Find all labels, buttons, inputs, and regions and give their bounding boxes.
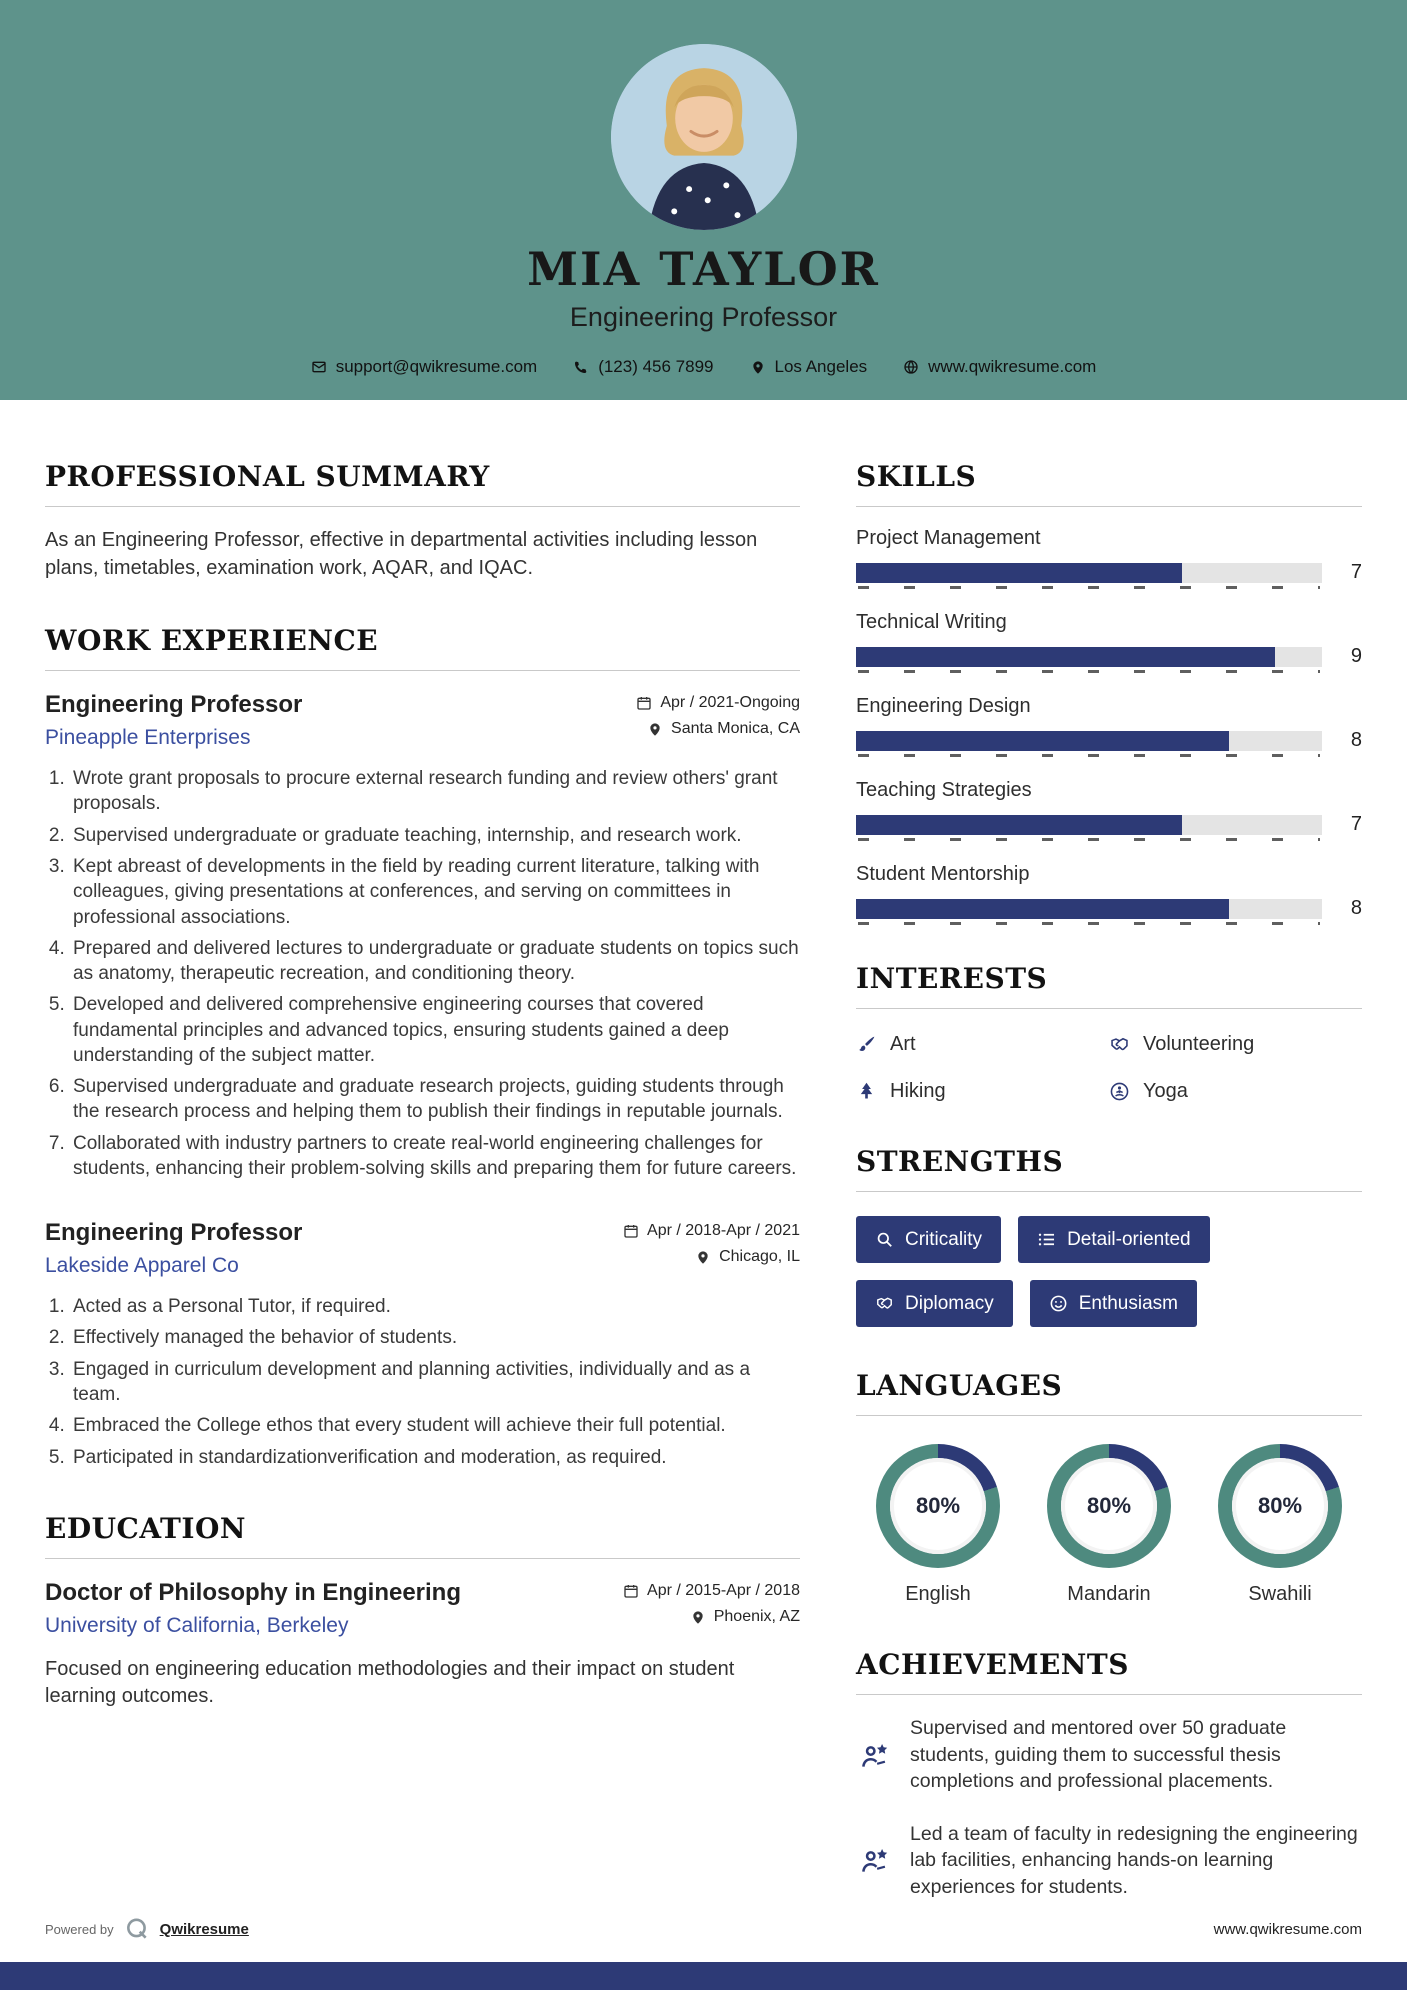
interest-item: [1109, 1033, 1362, 1056]
job-bullet-list: [45, 766, 800, 1181]
skill-score: 7: [1350, 813, 1362, 835]
job-location: Chicago, IL: [719, 1248, 800, 1266]
section-achievements: [856, 1648, 1362, 1900]
phone-icon: [573, 359, 589, 375]
contact-email-text: support@qwikresume.com: [335, 357, 538, 376]
skill-item: [856, 611, 1362, 668]
location-pin-icon: [690, 1609, 706, 1625]
language-item: [1200, 1444, 1360, 1606]
strength-label: Enthusiasm: [1078, 1292, 1178, 1314]
section-strengths: [856, 1145, 1362, 1327]
interest-item: [856, 1033, 1109, 1056]
skill-bar-track: [856, 731, 1322, 751]
powered-by-label: Powered by: [45, 1921, 114, 1937]
strength-label: Detail-oriented: [1067, 1228, 1191, 1250]
section-interests: [856, 962, 1362, 1103]
experience-bullet: 3. Engaged in curriculum development and planning activities, individually and as a team.: [70, 1357, 800, 1408]
interest-label: Volunteering: [1143, 1033, 1255, 1055]
education-description: Focused on engineering education methodologies and their impact on student learning outcomes.: [45, 1657, 735, 1708]
skill-name: Technical Writing: [856, 611, 1007, 633]
language-donut-chart: [1047, 1444, 1171, 1568]
language-donut-chart: [876, 1444, 1000, 1568]
section-education: [45, 1512, 800, 1711]
experience-bullet: 6. Supervised undergraduate and graduate research projects, guiding students through the research process and helping them to publish their findings in reputable journals.: [70, 1074, 800, 1125]
summary-heading: PROFESSIONAL SUMMARY: [45, 460, 800, 507]
contact-location-text: Los Angeles: [774, 357, 868, 376]
skill-bar-fill: [856, 731, 1229, 751]
skill-bar-track: [856, 899, 1322, 919]
skills-heading: SKILLS: [856, 460, 1362, 507]
interest-item: [1109, 1080, 1362, 1103]
profile-photo-placeholder: [611, 44, 797, 230]
experience-bullet: 5. Developed and delivered comprehensive engineering courses that covered fundamental principles and advanced topics, ensuring students gained a deep understanding of the subject matter.: [70, 992, 800, 1068]
skill-bar-fill: [856, 815, 1182, 835]
language-percent: 80%: [1257, 1493, 1303, 1518]
section-professional-summary: [45, 460, 800, 582]
skill-bar-fill: [856, 647, 1275, 667]
skill-bar-ticks: [858, 670, 1320, 673]
footer: [45, 1916, 1362, 1942]
brush-icon: [856, 1034, 877, 1055]
skill-item: [856, 863, 1362, 920]
skill-name: Project Management: [856, 527, 1041, 549]
contact-phone: [573, 357, 713, 377]
location-pin-icon: [695, 1249, 711, 1265]
experience-bullet: 1. Wrote grant proposals to procure external research funding and review others' grant proposals.: [70, 766, 800, 817]
job-entry: [45, 691, 800, 1181]
qwikresume-logo-icon: [124, 1916, 150, 1942]
work-heading: WORK EXPERIENCE: [45, 624, 800, 671]
skill-bar-ticks: [858, 754, 1320, 757]
language-donut-hole: [1061, 1458, 1157, 1554]
envelope-icon: [311, 359, 327, 375]
strength-label: Criticality: [905, 1228, 983, 1250]
education-meta: [623, 1579, 800, 1634]
experience-bullet: 4. Embraced the College ethos that every student will achieve their full potential.: [70, 1413, 800, 1438]
job-bullet-list: [45, 1294, 800, 1470]
job-meta: [636, 691, 800, 746]
calendar-icon: [623, 1583, 639, 1599]
interest-label: Yoga: [1143, 1080, 1188, 1102]
job-dates: Apr / 2021-Ongoing: [660, 694, 800, 712]
search-icon: [875, 1230, 894, 1249]
achievement-item: [856, 1821, 1362, 1901]
education-heading: EDUCATION: [45, 1512, 800, 1559]
contact-website[interactable]: [903, 357, 1096, 377]
language-percent: 80%: [915, 1493, 961, 1518]
location-pin-icon: [647, 721, 663, 737]
experience-bullet: 1. Acted as a Personal Tutor, if required.: [70, 1294, 800, 1319]
achievement-text: Supervised and mentored over 50 graduate students, guiding them to successful thesis completions and professional placements.: [910, 1717, 1287, 1793]
strengths-list: [856, 1212, 1362, 1327]
strength-chip: [1030, 1280, 1197, 1327]
skill-bar-ticks: [858, 838, 1320, 841]
experience-bullet: 5. Participated in standardizationverification and moderation, as required.: [70, 1445, 800, 1470]
skill-name: Student Mentorship: [856, 863, 1030, 885]
summary-text: As an Engineering Professor, effective in departmental activities including lesson plans, timetables, examination work, AQAR, and IQAC.: [45, 529, 758, 579]
interests-heading: INTERESTS: [856, 962, 1362, 1009]
strengths-heading: STRENGTHS: [856, 1145, 1362, 1192]
languages-heading: LANGUAGES: [856, 1369, 1362, 1416]
achievement-text: Led a team of faculty in redesigning the engineering lab facilities, enhancing hands-on learning experiences for students.: [910, 1822, 1358, 1898]
person-title: Engineering Professor: [569, 302, 838, 332]
job-title: Engineering Professor: [45, 1219, 303, 1247]
skill-bar-track: [856, 563, 1322, 583]
skill-score: 7: [1350, 561, 1362, 583]
skill-bar-track: [856, 815, 1322, 835]
header-band: [0, 0, 1407, 400]
language-donut-hole: [890, 1458, 986, 1554]
smiley-icon: [1049, 1294, 1068, 1313]
skill-name: Engineering Design: [856, 695, 1031, 717]
skill-score: 8: [1350, 897, 1362, 919]
skill-item: [856, 695, 1362, 752]
experience-bullet: 3. Kept abreast of developments in the field by reading current literature, talking with colleagues, giving presentations at conferences, and serving on committees in professional associations.: [70, 854, 800, 930]
job-dates: Apr / 2018-Apr / 2021: [647, 1222, 800, 1240]
job-location: Santa Monica, CA: [671, 720, 800, 738]
job-company-link: Pineapple Enterprises: [45, 726, 251, 750]
job-entry: [45, 1219, 800, 1470]
interest-item: [856, 1080, 1109, 1103]
mentor-star-icon: [856, 1821, 894, 1901]
qwikresume-brand-link[interactable]: Qwikresume: [159, 1920, 249, 1938]
profile-photo: [611, 44, 797, 230]
job-meta: [623, 1219, 800, 1274]
experience-bullet: 4. Prepared and delivered lectures to undergraduate or graduate students on topics such as anatomy, therapeutic recreation, and conditioning theory.: [70, 936, 800, 987]
list-icon: [1037, 1230, 1056, 1249]
skill-item: [856, 527, 1362, 584]
bottom-accent-bar: [0, 1962, 1407, 1990]
contact-bar: [0, 357, 1407, 377]
skill-bar-fill: [856, 563, 1182, 583]
language-name: English: [905, 1583, 971, 1605]
section-skills: [856, 460, 1362, 920]
achievements-heading: ACHIEVEMENTS: [856, 1648, 1362, 1695]
language-percent: 80%: [1086, 1493, 1132, 1518]
contact-website-text: www.qwikresume.com: [928, 357, 1097, 376]
skill-bar-track: [856, 647, 1322, 667]
education-dates: Apr / 2015-Apr / 2018: [647, 1581, 800, 1599]
location-pin-icon: [750, 359, 766, 375]
experience-bullet: 7. Collaborated with industry partners to create real-world engineering challenges for students, enhancing their problem-solving skills and preparing them for future careers.: [70, 1131, 800, 1182]
education-school-link: University of California, Berkeley: [45, 1613, 349, 1637]
footer-website-link[interactable]: www.qwikresume.com: [1213, 1920, 1362, 1938]
language-item: [858, 1444, 1018, 1606]
section-work-experience: [45, 624, 800, 1470]
handshake-icon: [875, 1294, 894, 1313]
person-name: MIA TAYLOR: [527, 242, 880, 296]
interest-label: Hiking: [890, 1080, 946, 1102]
resume-body: [0, 400, 1407, 1942]
powered-by: [45, 1916, 249, 1942]
handshake-icon: [1109, 1034, 1130, 1055]
calendar-icon: [623, 1223, 639, 1239]
skill-bar-ticks: [858, 586, 1320, 589]
language-item: [1029, 1444, 1189, 1606]
skill-score: 8: [1350, 729, 1362, 751]
education-location: Phoenix, AZ: [713, 1607, 800, 1625]
strength-chip: [856, 1216, 1001, 1263]
language-donut-hole: [1232, 1458, 1328, 1554]
calendar-icon: [636, 695, 652, 711]
languages-list: [856, 1436, 1362, 1606]
interest-grid: [856, 1029, 1362, 1103]
education-degree: Doctor of Philosophy in Engineering: [45, 1578, 462, 1606]
pine-tree-icon: [856, 1081, 877, 1102]
section-languages: [856, 1369, 1362, 1606]
experience-bullet: 2. Effectively managed the behavior of students.: [70, 1325, 800, 1350]
skill-name: Teaching Strategies: [856, 779, 1032, 801]
yoga-icon: [1109, 1081, 1130, 1102]
right-column: [856, 460, 1362, 1942]
contact-location: [750, 357, 868, 377]
strength-chip: [1018, 1216, 1210, 1263]
contact-email[interactable]: [311, 357, 538, 377]
strength-chip: [856, 1280, 1013, 1327]
globe-icon: [903, 359, 919, 375]
skill-score: 9: [1350, 645, 1362, 667]
strength-label: Diplomacy: [905, 1292, 994, 1314]
skill-bar-ticks: [858, 922, 1320, 925]
experience-bullet: 2. Supervised undergraduate or graduate teaching, internship, and research work.: [70, 823, 800, 848]
skill-bar-fill: [856, 899, 1229, 919]
interest-label: Art: [890, 1033, 916, 1055]
left-column: [45, 460, 800, 1942]
job-title: Engineering Professor: [45, 691, 303, 719]
language-donut-chart: [1218, 1444, 1342, 1568]
job-company-link: Lakeside Apparel Co: [45, 1254, 239, 1278]
mentor-star-icon: [856, 1715, 894, 1795]
achievement-item: [856, 1715, 1362, 1795]
language-name: Mandarin: [1067, 1583, 1151, 1605]
skill-item: [856, 779, 1362, 836]
language-name: Swahili: [1248, 1583, 1312, 1605]
contact-phone-text: (123) 456 7899: [598, 357, 714, 376]
